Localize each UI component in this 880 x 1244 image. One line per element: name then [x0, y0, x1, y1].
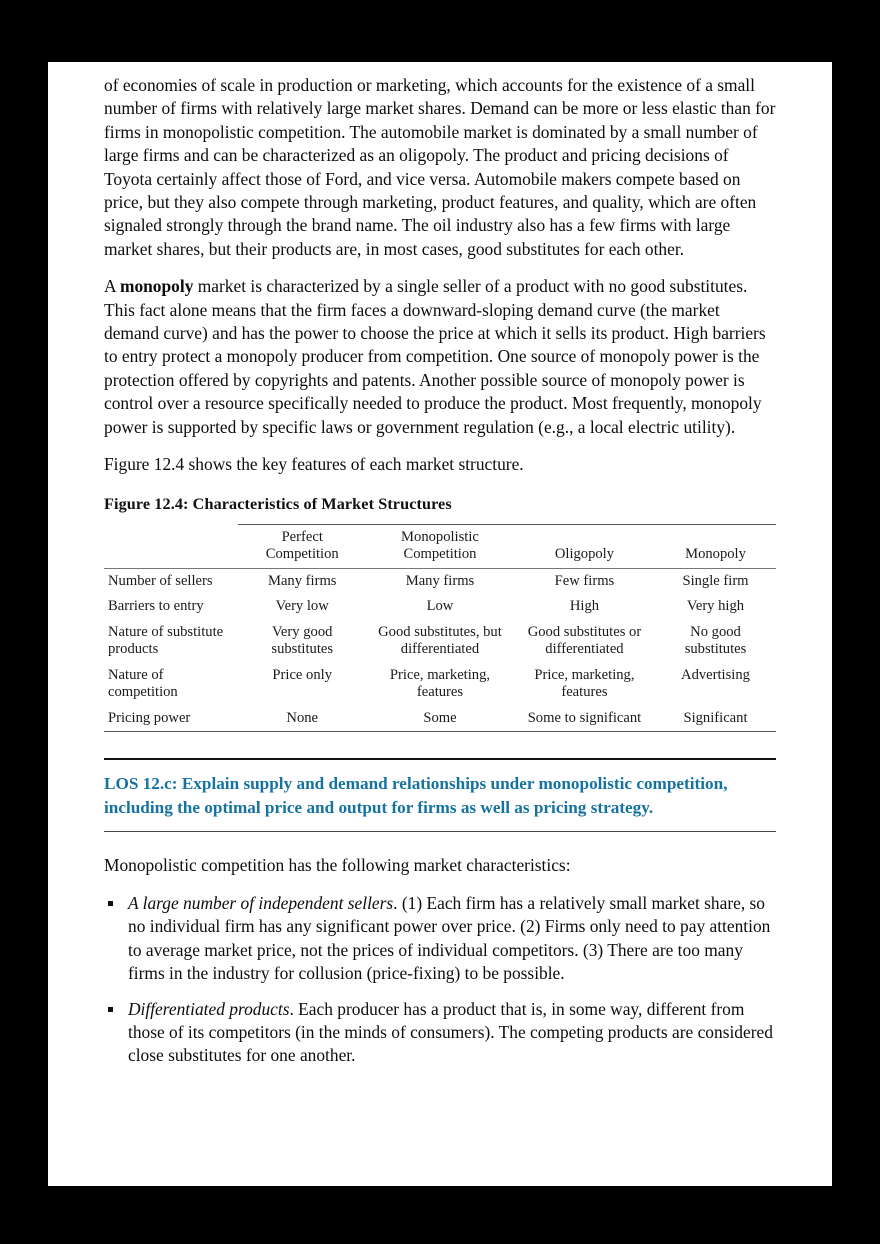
paragraph-monopoly: [104, 275, 776, 439]
cell-substitutes-monopoly: No good substitutes: [684, 623, 747, 657]
header-line-1: Monopolistic: [401, 528, 479, 545]
los-statement: LOS 12.c: Explain supply and demand relationships under monopolistic competition, including the optimal price and output for firms as well as pricing strategy.: [104, 774, 728, 817]
los-divider-top: [104, 758, 776, 760]
table-row: [104, 568, 776, 594]
list-item: [104, 892, 776, 986]
cell-barriers-perfect: Very low: [275, 598, 329, 614]
table-corner-cell: [104, 524, 238, 568]
header-line-2: Monopoly: [685, 546, 746, 562]
header-line-1: Perfect: [281, 528, 323, 545]
paragraph-monopolistic-intro: Monopolistic competition has the following market characteristics:: [104, 855, 571, 876]
bullet-square-icon: [108, 1007, 113, 1012]
bullet-square-icon: [108, 901, 113, 906]
page-content: [48, 62, 832, 1068]
cell-barriers-monopoly: Very high: [686, 598, 745, 614]
cell-substitutes-perfect: Very good substitutes: [271, 623, 334, 657]
table-body: [104, 568, 776, 732]
header-line-2: Oligopoly: [554, 546, 615, 562]
table-header-perfect-competition: [238, 524, 366, 568]
cell-competition-monopolistic: Price, marketing, features: [389, 666, 491, 700]
list-item: [104, 998, 776, 1068]
cell-pricing-monopolistic: Some: [366, 706, 514, 732]
table-header-monopolistic-competition: [366, 524, 514, 568]
row-label-barriers-to-entry: Barriers to entry: [108, 598, 204, 614]
cell-sellers-monopolistic: Many firms: [366, 568, 514, 594]
cell-barriers-oligopoly: High: [569, 598, 600, 614]
paragraph-figure-intro: Figure 12.4 shows the key features of each market structure.: [104, 454, 524, 475]
table-row: [104, 663, 776, 706]
table-row: [104, 620, 776, 663]
market-structures-table: [104, 524, 776, 733]
row-label-nature-of-substitute-products: Nature of substitute products: [108, 623, 224, 657]
monopoly-rest: market is characterized by a single seller of a product with no good substitutes. This fact alone means that the firm faces a downward-sloping demand curve (the market demand curve) and has the power to choose the price at which it sells its product. High barriers to entry protect a monopoly producer from competition. One source of monopoly power is the protection offered by copyrights and patents. Another possible source of monopoly power is control over a resource specifically needed to produce the product. Most frequently, monopoly power is supported by specific laws or government regulation (e.g., a local electric utility).: [104, 276, 766, 437]
row-label-number-of-sellers: Number of sellers: [104, 568, 238, 594]
cell-competition-monopoly: Advertising: [681, 666, 750, 683]
row-label-nature-of-competition: Nature of competition: [108, 666, 178, 700]
bullet-rest-products: . Each producer has a product that is, in some way, different from those of its competitors (in the minds of consumers). The competing products are considered close substitutes for one another.: [128, 998, 773, 1066]
row-label-pricing-power: Pricing power: [104, 706, 238, 732]
monopoly-lead: A: [104, 276, 120, 297]
cell-substitutes-monopolistic: Good substitutes, but differentiated: [378, 623, 502, 657]
cell-sellers-monopoly: Single firm: [655, 568, 776, 594]
header-line-2: Competition: [403, 546, 477, 562]
bullet-lead-products: Differentiated products: [128, 998, 290, 1019]
cell-pricing-monopoly: Significant: [655, 706, 776, 732]
table-row: [104, 594, 776, 620]
cell-substitutes-oligopoly: Good substitutes or differentiated: [527, 623, 642, 657]
table-header-monopoly: [655, 524, 776, 568]
table-header-oligopoly: [514, 524, 655, 568]
cell-competition-perfect: Price only: [272, 666, 333, 683]
cell-barriers-monopolistic: Low: [426, 598, 454, 614]
cell-sellers-oligopoly: Few firms: [514, 568, 655, 594]
los-section: [104, 758, 776, 832]
header-line-2: Competition: [265, 546, 339, 562]
bullet-lead-sellers: A large number of independent sellers: [128, 892, 394, 913]
table-row: [104, 706, 776, 732]
cell-competition-oligopoly: Price, marketing, features: [534, 666, 635, 700]
table-head: [104, 524, 776, 568]
bullet-rest-sellers: . (1) Each firm has a relatively small market share, so no individual firm has any significant power over price. (2) Firms only need to pay attention to average market price, not the prices of individual competitors. (3) There are too many firms in the industry for collusion (price-fixing) to be possible.: [128, 892, 771, 984]
cell-sellers-perfect: Many firms: [238, 568, 366, 594]
table-header-row: [104, 524, 776, 568]
paragraph-oligopoly: of economies of scale in production or marketing, which accounts for the existence of a small number of firms with relatively large market shares. Demand can be more or less elastic than for firms in monopolistic competition. The automobile market is dominated by a small number of large firms and can be characterized as an oligopoly. The product and pricing decisions of Toyota certainly affect those of Ford, and vice versa. Automobile makers compete based on price, but they also compete through marketing, product features, and quality, which are often signaled strongly through the brand name. The oil industry also has a few firms with large market shares, but their products are, in most cases, good substitutes for each other.: [104, 75, 776, 259]
figure-title: Figure 12.4: Characteristics of Market Structures: [104, 494, 452, 513]
document-page: [48, 62, 832, 1186]
monopoly-term: monopoly: [119, 276, 194, 297]
cell-pricing-oligopoly: Some to significant: [514, 706, 655, 732]
cell-pricing-perfect: None: [238, 706, 366, 732]
characteristics-list: [104, 892, 776, 1068]
los-divider-bottom: [104, 831, 776, 832]
